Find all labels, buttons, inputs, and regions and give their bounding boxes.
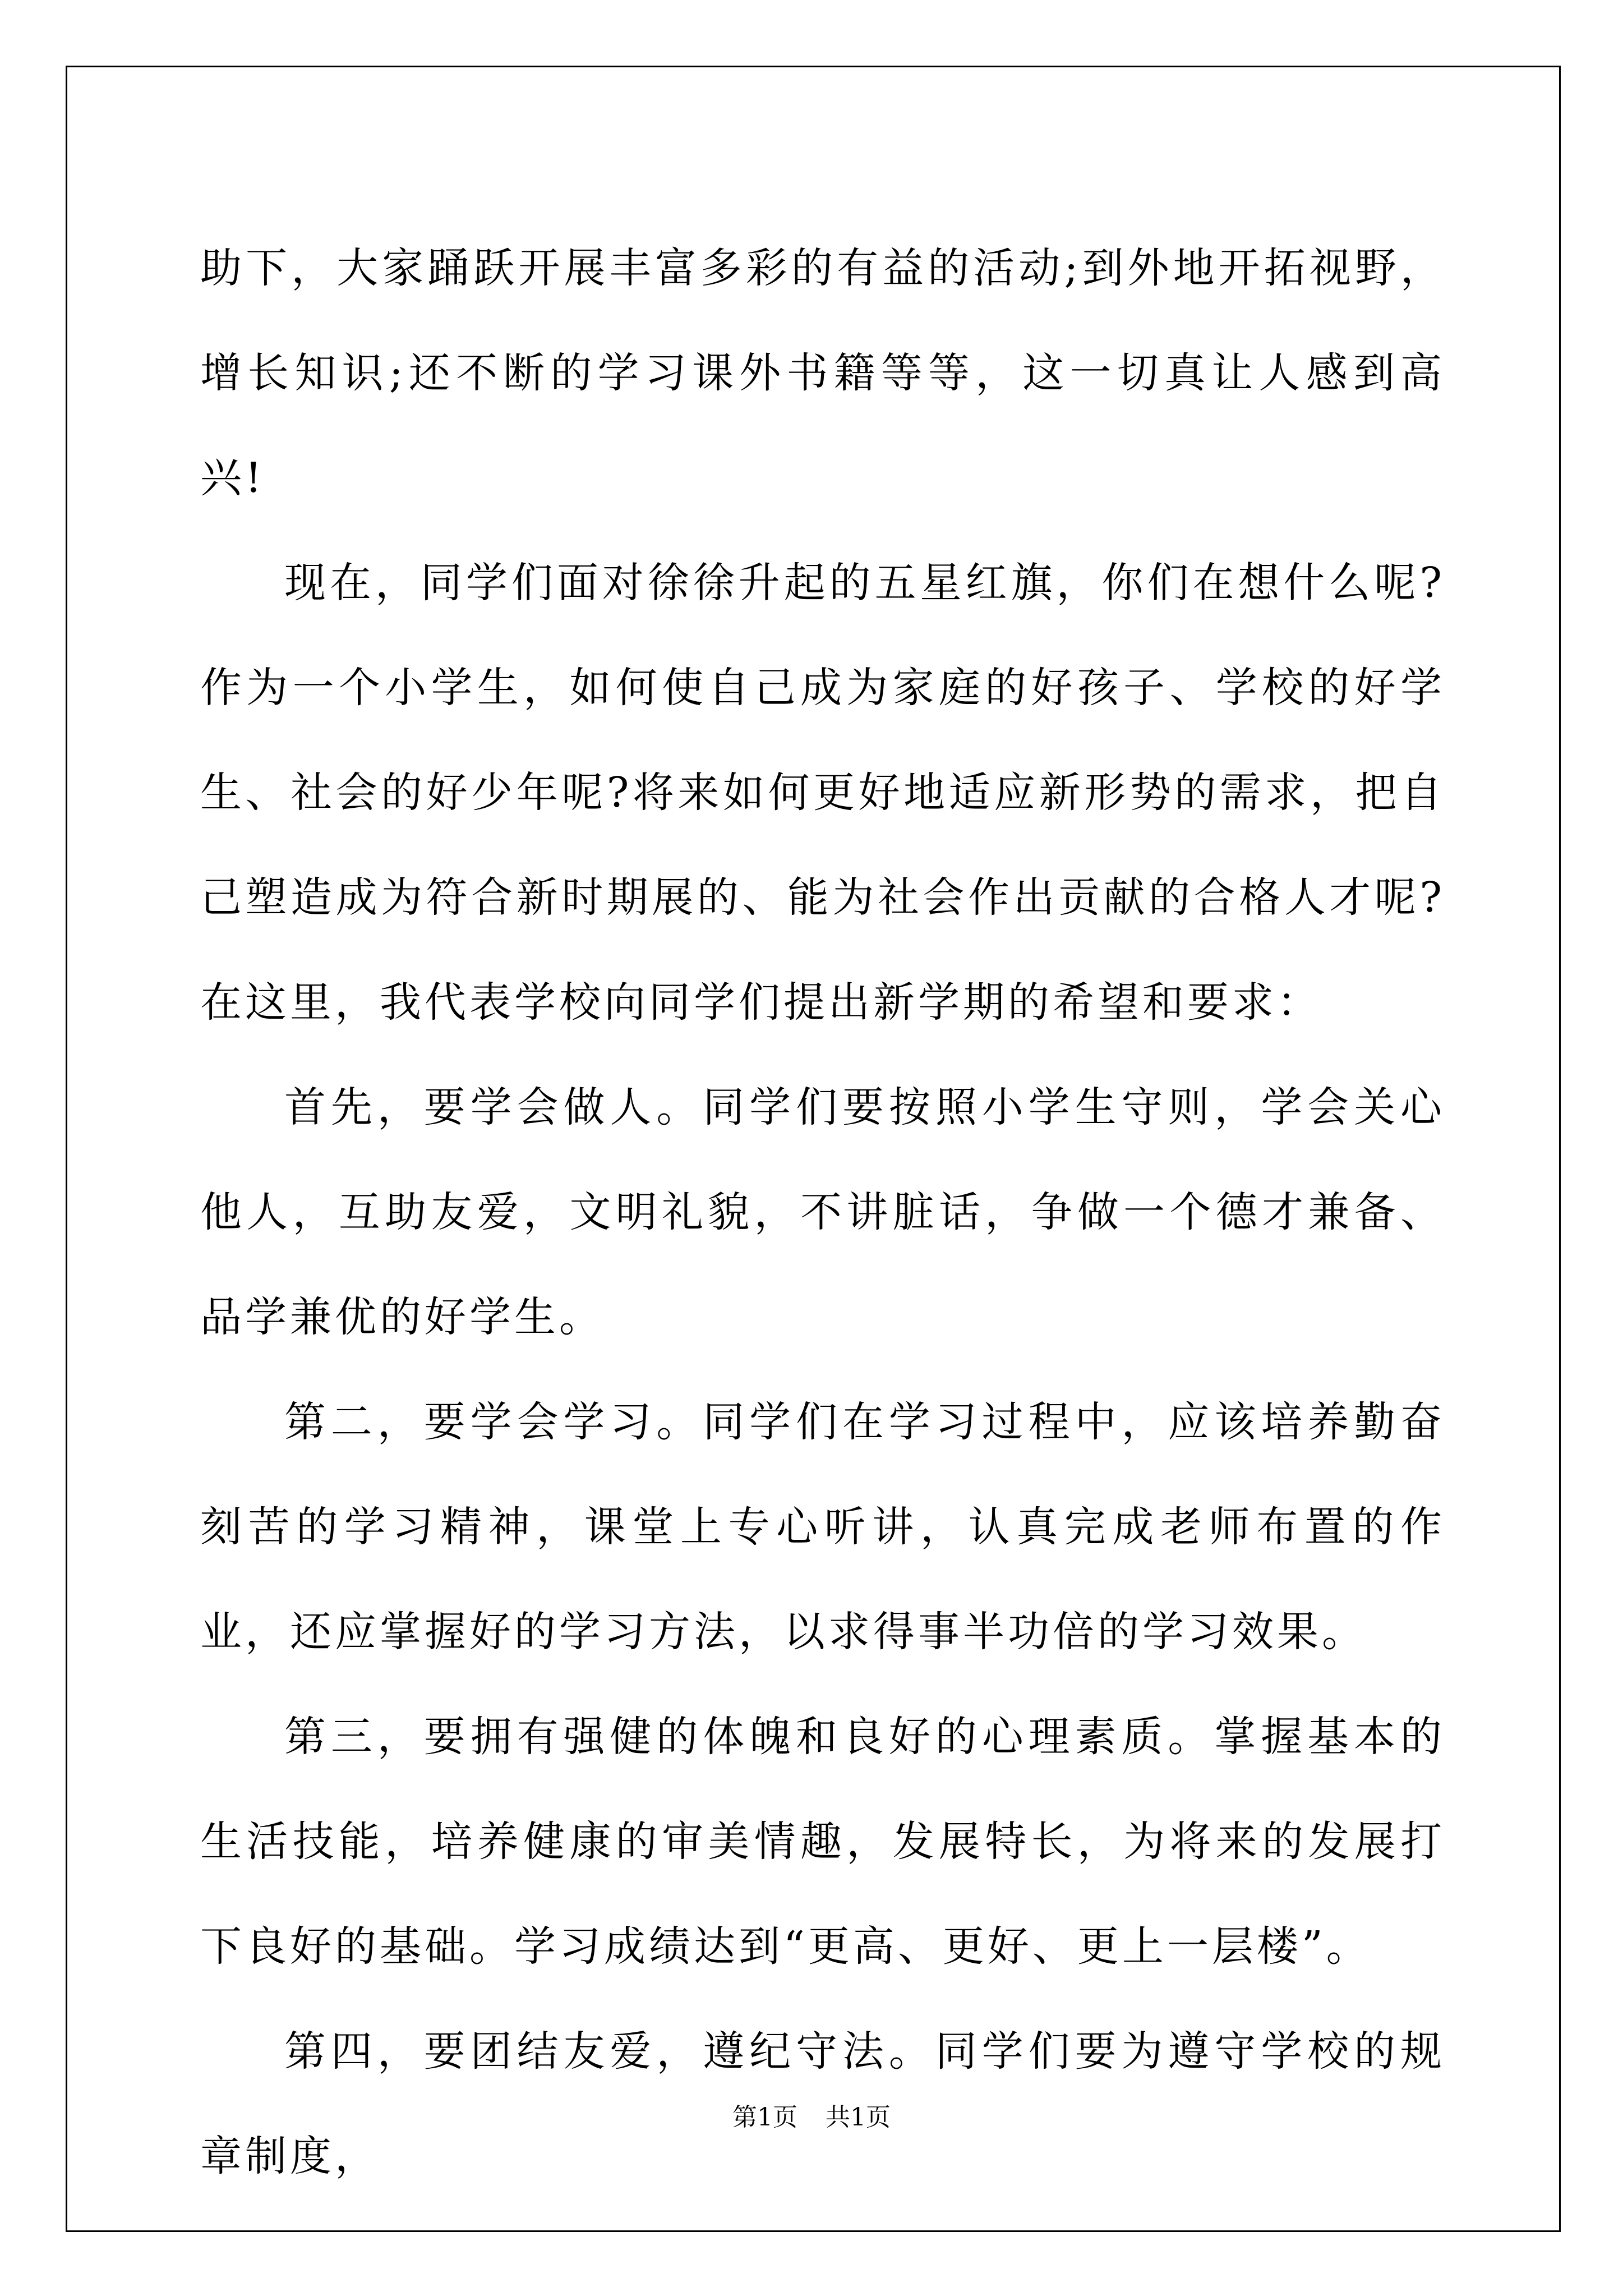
paragraph-1: 助下，大家踊跃开展丰富多彩的有益的活动;到外地开拓视野，增长知识;还不断的学习课外书籍等等，这一切真让人感到高兴! <box>200 244 1445 502</box>
page-footer <box>0 2101 1623 2134</box>
page-number: 第1页 <box>732 2103 797 2132</box>
paragraph-3: 首先，要学会做人。同学们要按照小学生守则，学会关心他人，互助友爱，文明礼貌，不讲脏话，争做一个德才兼备、品学兼优的好学生。 <box>200 1083 1445 1341</box>
paragraph-6: 第四，要团结友爱，遵纪守法。同学们要为遵守学校的规章制度， <box>200 2027 1445 2180</box>
paragraph-2: 现在，同学们面对徐徐升起的五星红旗，你们在想什么呢?作为一个小学生，如何使自己成为家庭的好孩子、学校的好学生、社会的好少年呢?将来如何更好地适应新形势的需求，把自己塑造成为符合新时期展的、能为社会作出贡献的合格人才呢?在这里，我代表学校向同学们提出新学期的希望和要求： <box>200 559 1445 1027</box>
page-total: 共1页 <box>826 2103 891 2132</box>
paragraph-5: 第三，要拥有强健的体魄和良好的心理素质。掌握基本的生活技能，培养健康的审美情趣，发展特长，为将来的发展打下良好的基础。学习成绩达到“更高、更好、更上一层楼”。 <box>200 1713 1445 1971</box>
paragraph-4: 第二，要学会学习。同学们在学习过程中，应该培养勤奋刻苦的学习精神，课堂上专心听讲，认真完成老师布置的作业，还应掌握好的学习方法，以求得事半功倍的学习效果。 <box>200 1398 1445 1656</box>
document-body <box>200 216 1445 2209</box>
